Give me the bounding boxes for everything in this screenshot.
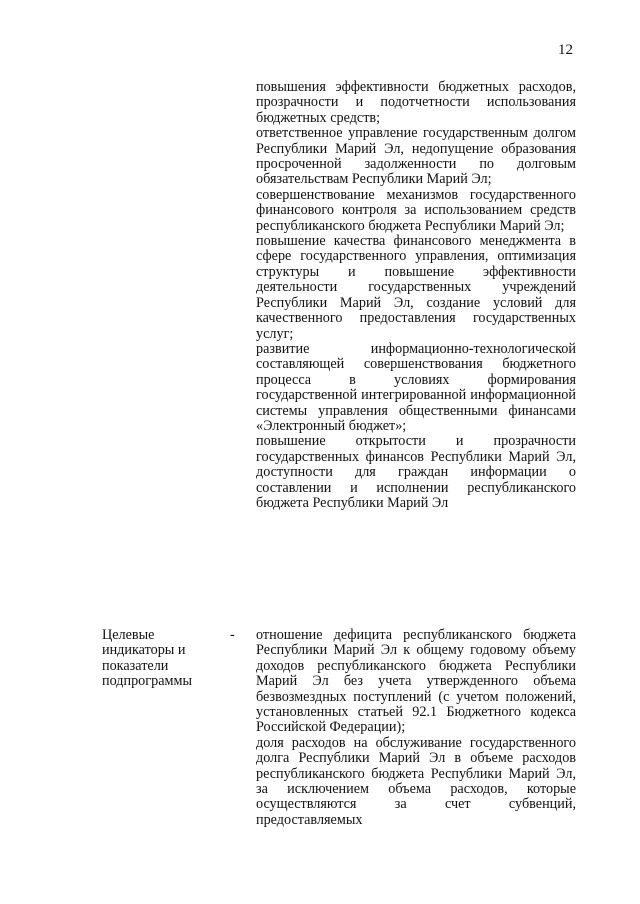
- goal-paragraph: повышения эффективности бюджетных расходов, прозрачности и подотчетности использования бюджетных средств;: [256, 79, 576, 126]
- goal-paragraph: развитие информационно-технологической составляющей совершенствования бюджетного процесса в условиях формирования государственной интегрированной информационной системы управления общественными финансами «Электронный бюджет»;: [256, 340, 576, 434]
- indicators-text: [256, 628, 576, 828]
- indicator-paragraph: доля расходов на обслуживание государственного долга Республики Марий Эл в объеме расходов республиканского бюджета Республики Марий Эл, за исключением объема расходов, которые осуществляются за счет субвенций, предоставляемых: [256, 734, 576, 828]
- row-dash: -: [230, 627, 235, 643]
- goal-paragraph: совершенствование механизмов государственного финансового контроля за использованием средств республиканского бюджета Республики Марий Эл;: [256, 186, 576, 234]
- indicators-label: Целевые индикаторы и показатели подпрограммы: [102, 627, 192, 690]
- indicator-paragraph: отношение дефицита республиканского бюджета Республики Марий Эл к общему годовому объему доходов республиканского бюджета Республики Марий Эл без учета утвержденного объема безвозмездных поступлений (с учетом положений, установленных статьей 92.1 Бюджетного кодекса Российской Федерации);: [256, 627, 576, 736]
- page-number: 12: [558, 42, 573, 58]
- goals-continuation-block: [256, 80, 576, 511]
- goal-paragraph: повышение открытости и прозрачности государственных финансов Республики Марий Эл, доступности для граждан информации о составлении и исполнении республиканского бюджета Республики Марий Эл: [256, 433, 576, 511]
- goal-paragraph: ответственное управление государственным долгом Республики Марий Эл, недопущение образования просроченной задолженности по долговым обязательствам Республики Марий Эл;: [256, 125, 576, 188]
- goal-paragraph: повышение качества финансового менеджмента в сфере государственного управления, оптимизация структуры и повышение эффективности деятельности государственных учреждений Республики Марий Эл, создание условий для качественного предоставления государственных услуг;: [256, 233, 576, 342]
